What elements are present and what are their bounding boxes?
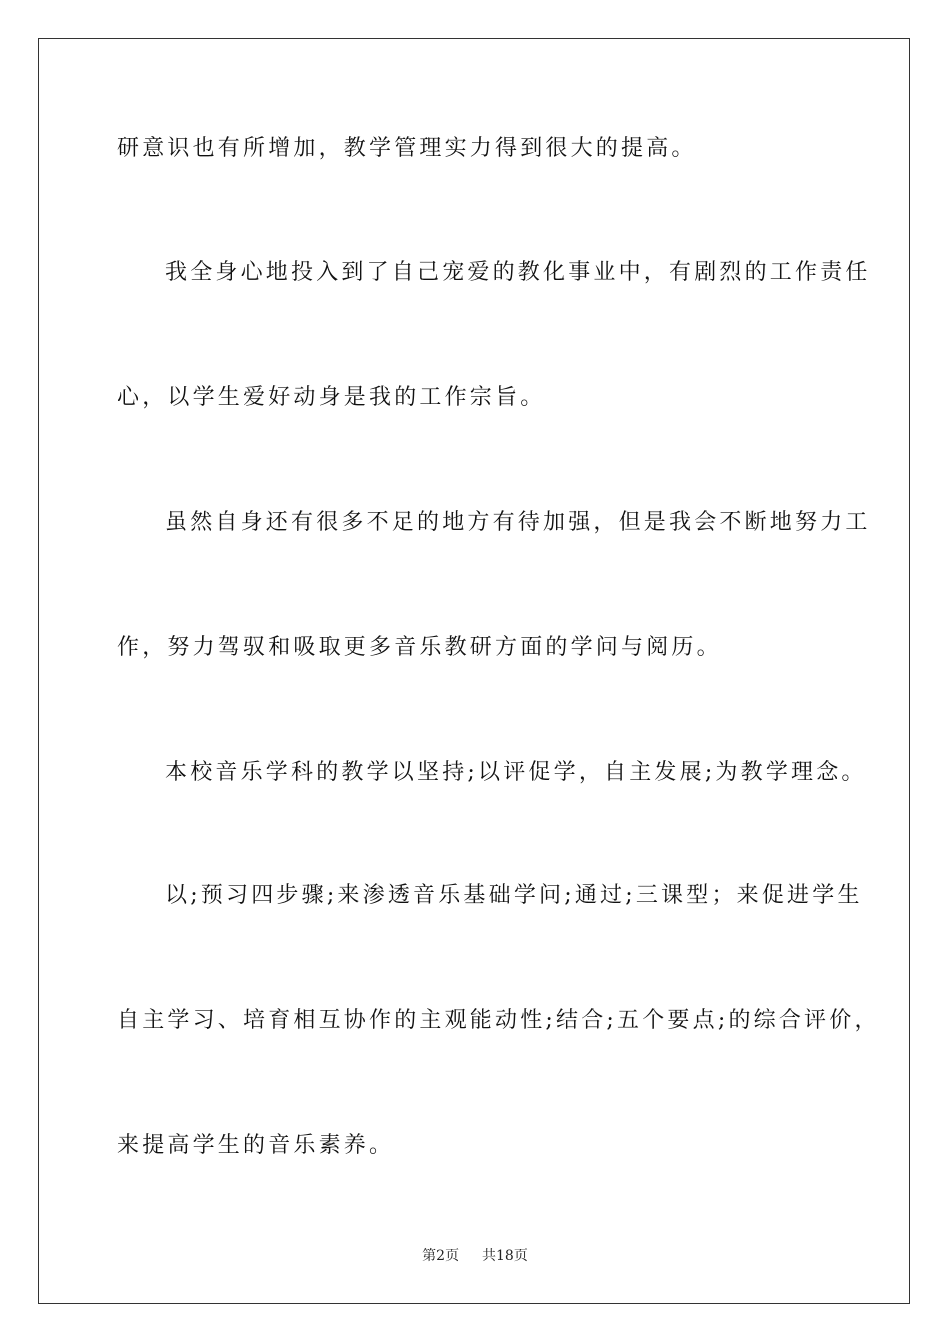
body-text-line: 研意识也有所增加，教学管理实力得到很大的提高。: [117, 136, 697, 161]
page-border: [38, 38, 910, 1304]
body-text-line: 虽然自身还有很多不足的地方有待加强，但是我会不断地努力工: [165, 510, 871, 535]
body-text-line: 以;预习四步骤;来渗透音乐基础学问;通过;三课型；来促进学生: [165, 883, 863, 908]
page-number: 第2页: [422, 1248, 460, 1264]
body-text-line: 自主学习、培育相互协作的主观能动性;结合;五个要点;的综合评价，: [117, 1008, 880, 1033]
body-text-line: 作，努力驾驭和吸取更多音乐教研方面的学问与阅历。: [117, 635, 722, 660]
page-footer: [0, 1246, 950, 1266]
body-text-line: 本校音乐学科的教学以坚持;以评促学，自主发展;为教学理念。: [165, 760, 867, 785]
body-text-line: 心，以学生爱好动身是我的工作宗旨。: [117, 385, 546, 410]
body-text-line: 来提高学生的音乐素养。: [117, 1133, 395, 1158]
body-text-line: 我全身心地投入到了自己宠爱的教化事业中，有剧烈的工作责任: [165, 260, 871, 285]
total-pages: 共18页: [482, 1248, 528, 1264]
